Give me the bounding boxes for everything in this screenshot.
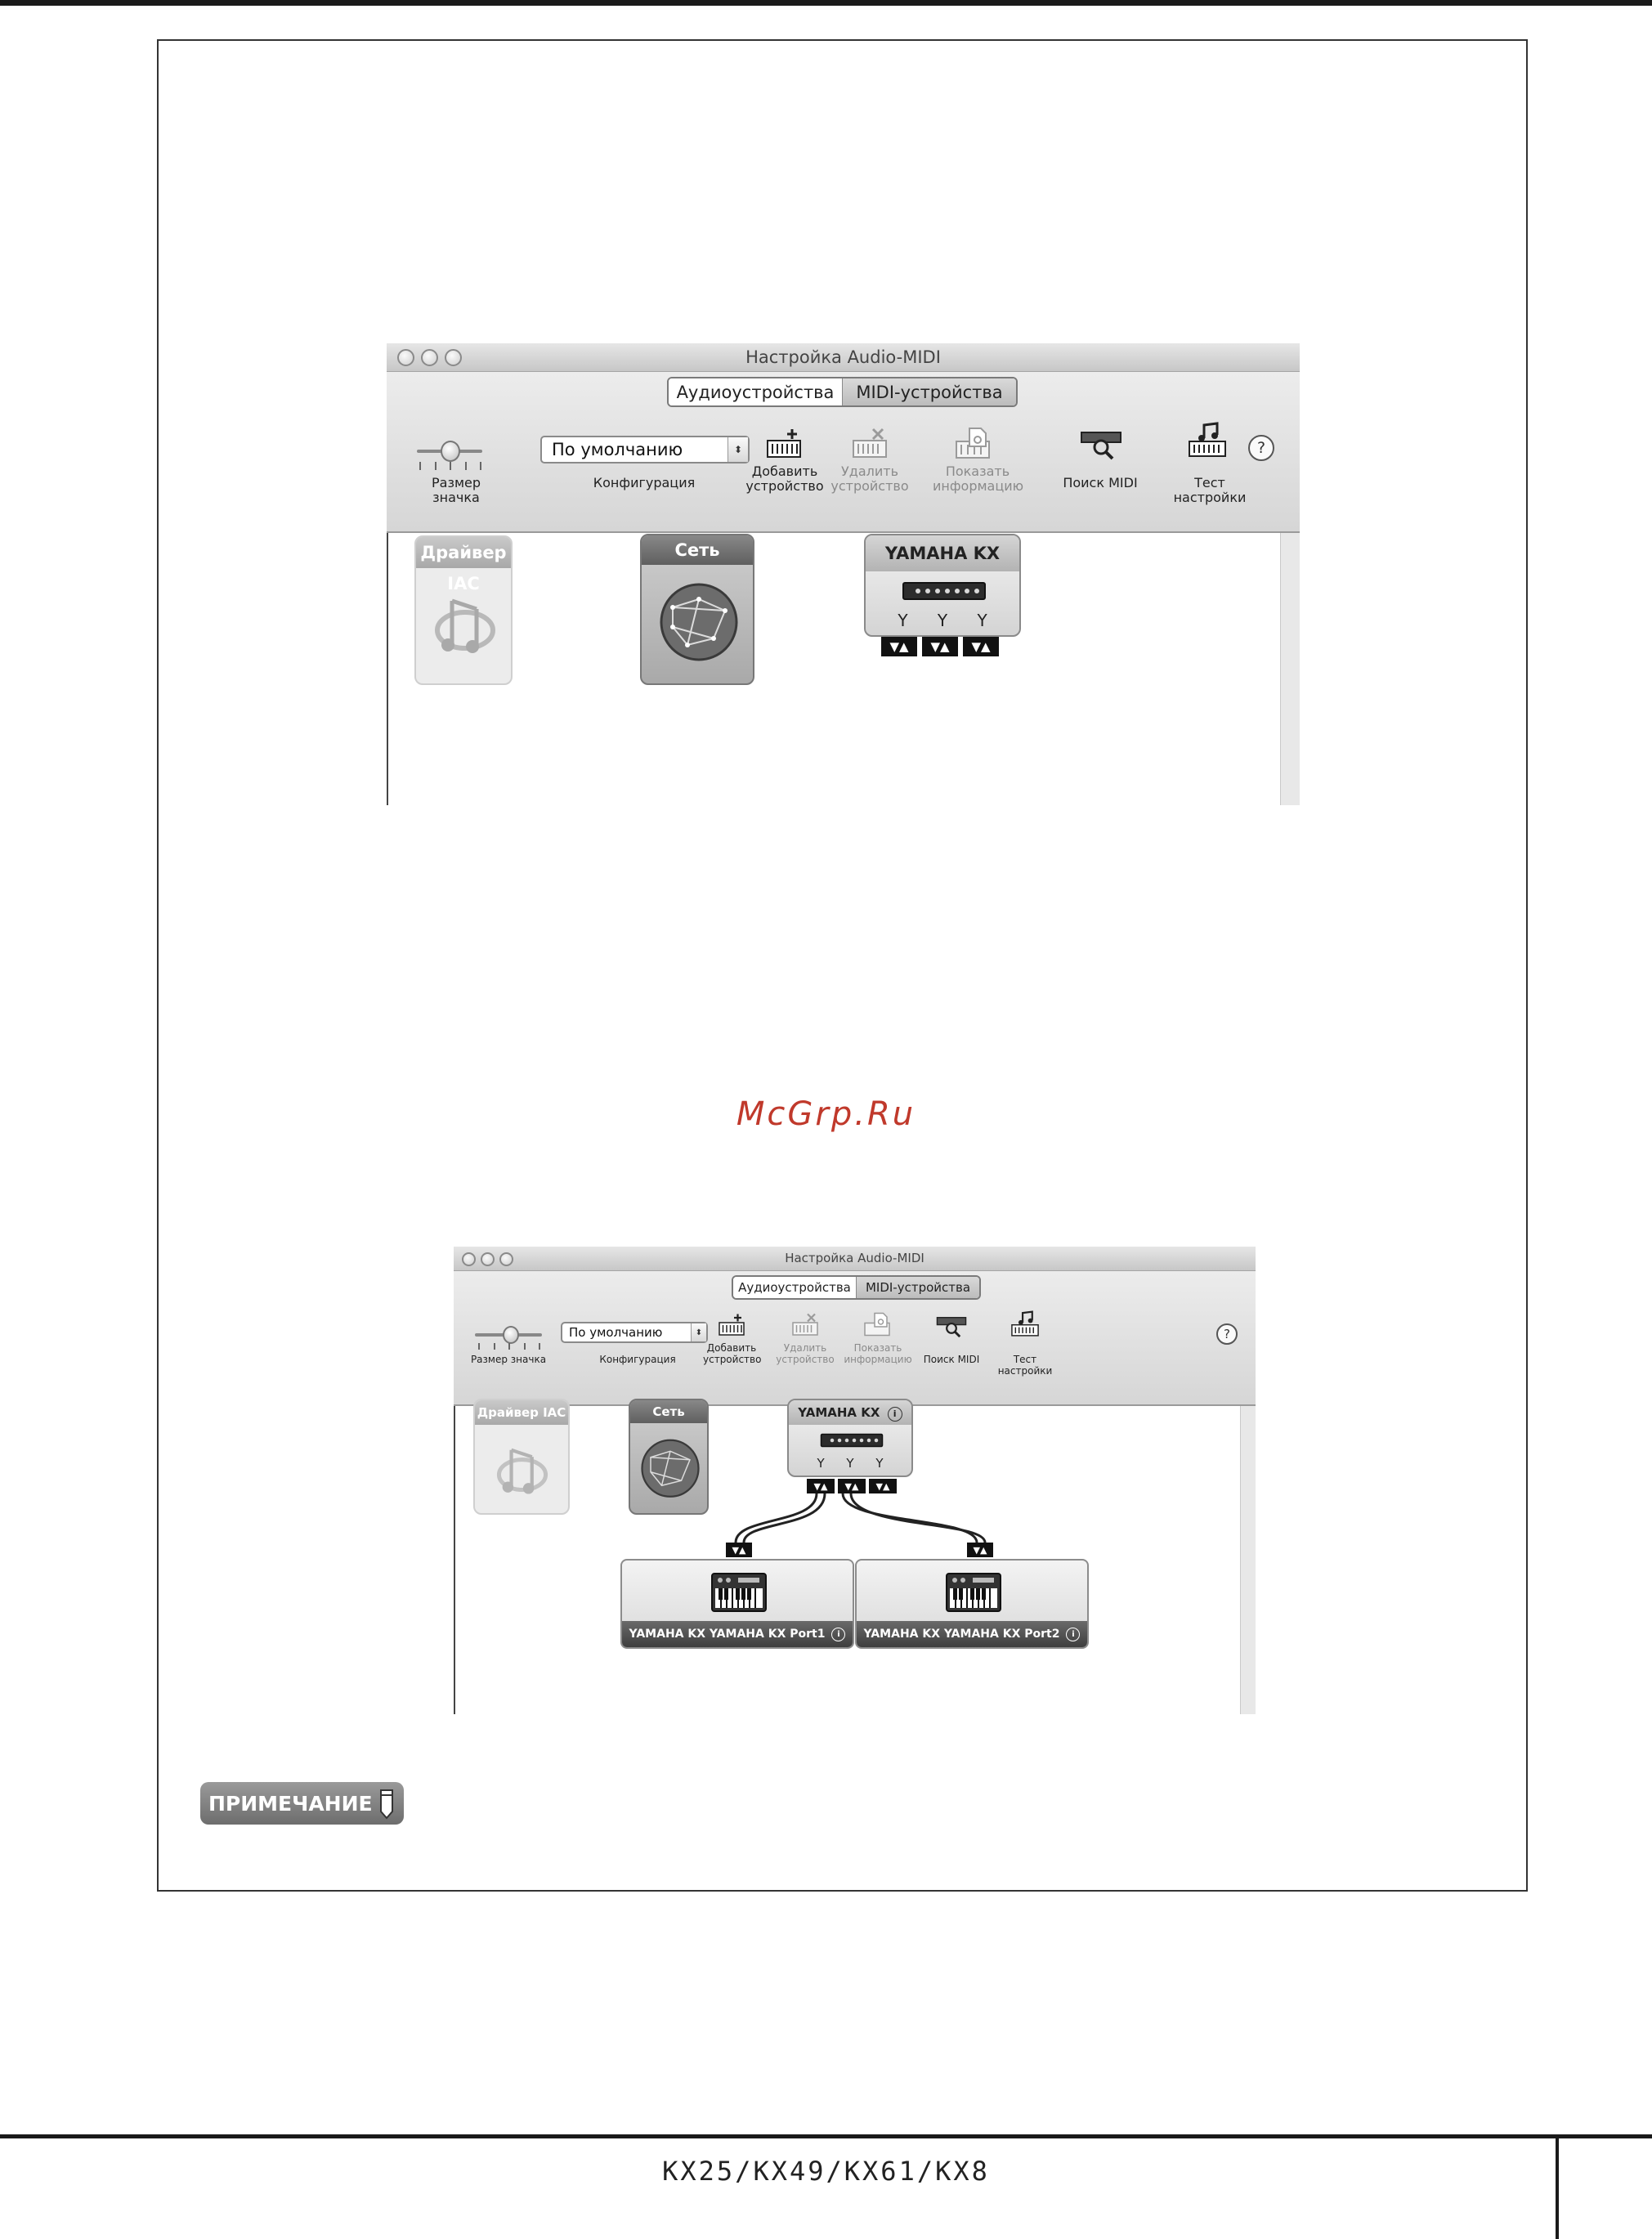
remove-device-icon[interactable] bbox=[850, 428, 889, 460]
show-info-label: Показать информацию bbox=[933, 463, 1024, 495]
window-title: Настройка Audio-MIDI bbox=[785, 1251, 924, 1265]
info-icon[interactable]: i bbox=[888, 1407, 902, 1422]
icon-size-label: Размер значка bbox=[470, 1354, 547, 1365]
port2-in-out[interactable]: ▼▲ bbox=[967, 1543, 993, 1557]
select-arrows-icon: ⬍ bbox=[728, 437, 748, 462]
network-device[interactable] bbox=[640, 534, 754, 685]
test-setup-label: Тест настройки bbox=[1173, 475, 1247, 506]
keyboard-icon bbox=[945, 1572, 1002, 1613]
info-icon[interactable]: i bbox=[831, 1628, 845, 1641]
traffic-lights bbox=[397, 349, 462, 366]
configuration-value: По умолчанию bbox=[552, 440, 683, 459]
port2-footer bbox=[857, 1621, 1087, 1647]
midi-interface-icon bbox=[902, 580, 987, 602]
port-3-out-in[interactable]: ▼▲ bbox=[869, 1479, 897, 1493]
port1-footer bbox=[622, 1621, 853, 1647]
tab-audio-devices[interactable]: Аудиоустройства bbox=[669, 378, 842, 405]
show-info-label: Показать информацию bbox=[844, 1342, 912, 1365]
footer-rule bbox=[0, 2134, 1652, 2138]
configuration-select[interactable] bbox=[540, 436, 750, 463]
canvas-edge bbox=[387, 533, 388, 805]
remove-device-label: Удалить устройство bbox=[830, 463, 909, 495]
zoom-button[interactable] bbox=[445, 349, 462, 366]
footer-divider bbox=[1556, 2134, 1559, 2239]
vertical-scrollbar[interactable] bbox=[1280, 533, 1300, 805]
icon-size-label: Размер значка bbox=[431, 475, 481, 506]
tab-midi-devices[interactable]: MIDI-устройства bbox=[856, 1277, 979, 1298]
select-arrows-icon: ⬍ bbox=[691, 1323, 706, 1341]
device-tabs bbox=[667, 377, 1018, 407]
port-1-out-in[interactable]: ▼▲ bbox=[881, 637, 917, 656]
pencil-icon bbox=[378, 1787, 396, 1820]
test-setup-label: Тест настройки bbox=[997, 1354, 1053, 1377]
help-button[interactable]: ? bbox=[1216, 1323, 1238, 1345]
port-2-out-in[interactable]: ▼▲ bbox=[838, 1479, 866, 1493]
audio-midi-window-1 bbox=[387, 343, 1300, 805]
minimize-button[interactable] bbox=[421, 349, 438, 366]
keyboard-icon bbox=[710, 1572, 768, 1613]
watermark: McGrp.Ru bbox=[736, 1095, 916, 1133]
note-label: ПРИМЕЧАНИЕ bbox=[208, 1791, 373, 1816]
iac-driver-title: Драйвер IAC bbox=[416, 537, 511, 568]
network-title: Сеть bbox=[630, 1400, 707, 1423]
iac-driver-title: Драйвер IAC bbox=[475, 1400, 568, 1425]
music-notes-icon bbox=[434, 584, 496, 666]
window-title: Настройка Audio-MIDI bbox=[745, 347, 941, 367]
yamaha-kx-ports bbox=[881, 637, 999, 656]
slider-knob[interactable] bbox=[441, 441, 460, 462]
window-titlebar bbox=[387, 343, 1300, 372]
yamaha-kx-title: YAMAHA KX bbox=[866, 535, 1019, 571]
audio-midi-window-2 bbox=[454, 1247, 1256, 1714]
scan-midi-label: Поиск MIDI bbox=[923, 1354, 980, 1365]
port2-label: YAMAHA KX YAMAHA KX Port2 bbox=[863, 1628, 1060, 1641]
port-3-out-in[interactable]: ▼▲ bbox=[963, 637, 999, 656]
port-1-out-in[interactable]: ▼▲ bbox=[807, 1479, 835, 1493]
tab-midi-devices[interactable]: MIDI-устройства bbox=[842, 378, 1016, 405]
help-button[interactable]: ? bbox=[1248, 435, 1274, 461]
yamaha-kx-port1-device[interactable] bbox=[620, 1559, 854, 1649]
port1-label: YAMAHA KX YAMAHA KX Port1 bbox=[629, 1628, 826, 1641]
add-device-label: Добавить устройство bbox=[745, 463, 824, 495]
port1-in-out[interactable]: ▼▲ bbox=[726, 1543, 752, 1557]
yamaha-kx-title-text: YAMAHA KX bbox=[798, 1405, 880, 1420]
network-globe-icon bbox=[656, 575, 741, 665]
note-badge bbox=[200, 1782, 404, 1825]
slider-ticks bbox=[419, 462, 481, 470]
remove-device-label: Удалить устройство bbox=[776, 1342, 835, 1365]
scan-midi-label: Поиск MIDI bbox=[1063, 475, 1138, 490]
network-title: Сеть bbox=[642, 535, 753, 565]
close-button[interactable] bbox=[397, 349, 414, 366]
tab-audio-devices[interactable]: Аудиоустройства bbox=[733, 1277, 856, 1298]
top-rule bbox=[0, 0, 1652, 6]
yamaha-kx-port2-device[interactable] bbox=[855, 1559, 1089, 1649]
info-icon[interactable]: i bbox=[1066, 1628, 1080, 1641]
port-y-labels: Y Y Y bbox=[817, 1456, 884, 1471]
midi-canvas bbox=[387, 533, 1300, 805]
port-2-out-in[interactable]: ▼▲ bbox=[922, 637, 958, 656]
configuration-label: Конфигурация bbox=[599, 1354, 676, 1365]
yamaha-kx-device[interactable] bbox=[864, 534, 1021, 637]
scan-midi-icon[interactable] bbox=[1080, 428, 1122, 460]
add-device-icon[interactable] bbox=[764, 428, 804, 460]
model-names: KX25/KX49/KX61/KX8 bbox=[662, 2156, 990, 2187]
test-setup-icon[interactable] bbox=[1186, 422, 1229, 459]
show-info-icon[interactable] bbox=[953, 425, 992, 461]
port-y-labels: Y Y Y bbox=[898, 611, 987, 630]
iac-driver-device[interactable] bbox=[414, 535, 513, 685]
configuration-label: Конфигурация bbox=[593, 475, 696, 490]
configuration-value: По умолчанию bbox=[569, 1325, 663, 1340]
add-device-label: Добавить устройство bbox=[703, 1342, 762, 1365]
